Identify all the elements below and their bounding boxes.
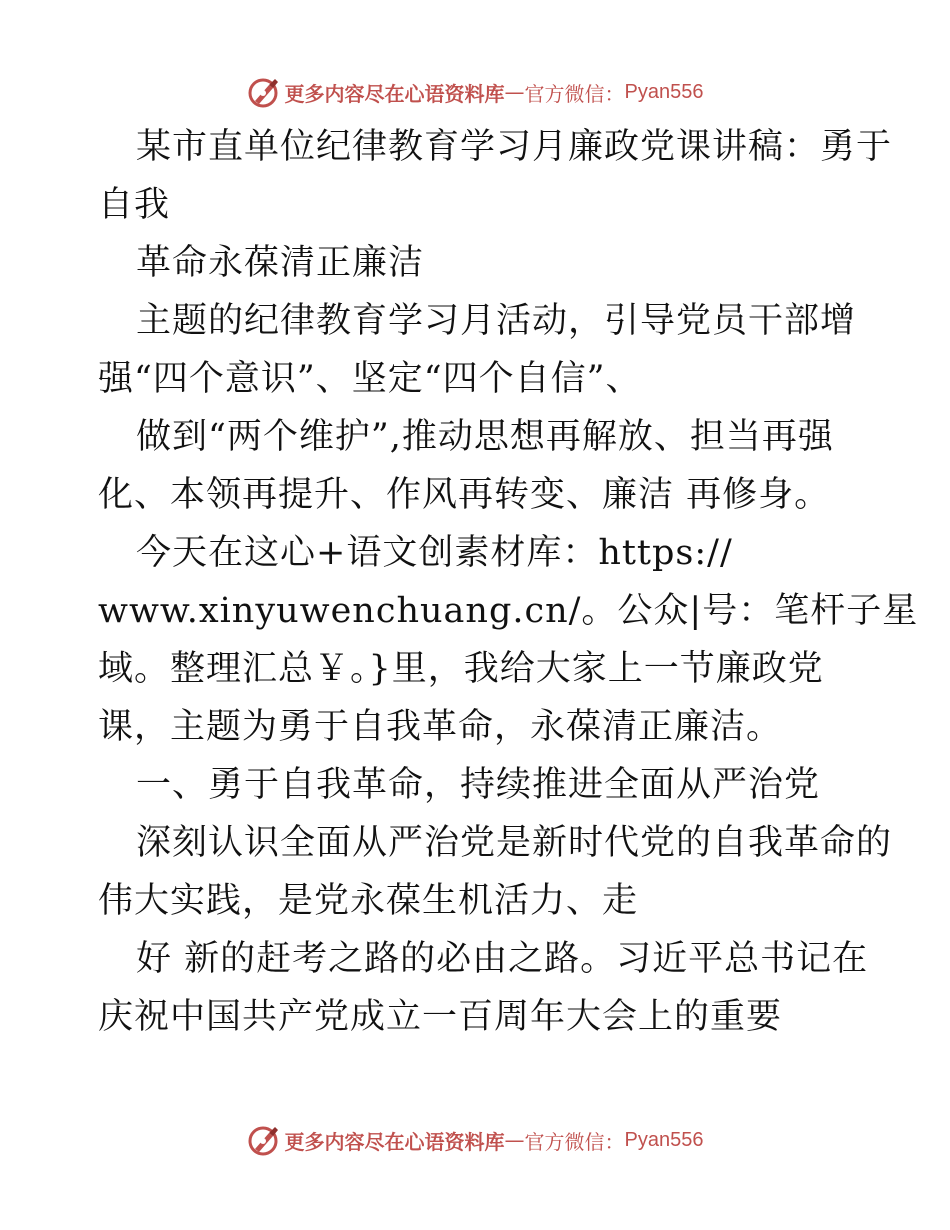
watermark-separator: — (504, 80, 525, 104)
watermark-wechat-label: 官方微信： (524, 1129, 625, 1154)
paragraph-line: 今天在这心+语文创素材库：https:// (136, 533, 733, 573)
paragraph-line: 强“四个意识”、坚定“四个自信”、 (98, 359, 642, 399)
paragraph-line: 课，主题为勇于自我革命，永葆清正廉洁。 (98, 707, 783, 747)
watermark-separator: — (504, 1128, 525, 1152)
paragraph-line: 域。整理汇总￥。}里，我给大家上一节廉政党 (98, 649, 824, 689)
pen-logo-icon (247, 75, 281, 109)
pen-logo-icon (247, 1123, 281, 1157)
document-title-line-1: 某市直单位纪律教育学习月廉政党课讲稿：勇于 (136, 127, 893, 167)
paragraph-line: www.xinyuwenchuang.cn/。公众|号：笔杆子星 (98, 591, 919, 631)
document-subtitle: 革命永葆清正廉洁 (136, 243, 425, 283)
paragraph-line: 伟大实践，是党永葆生机活力、走 (98, 881, 639, 921)
paragraph-line: 庆祝中国共产党成立一百周年大会上的重要 (98, 997, 783, 1037)
paragraph-line: 深刻认识全面从严治党是新时代党的自我革命的 (136, 823, 893, 863)
watermark-text: 更多内容尽在心语资料库 (284, 1129, 505, 1154)
watermark-wechat-id: Pyan556 (624, 1128, 704, 1151)
section-heading: 一、勇于自我革命，持续推进全面从严治党 (136, 765, 821, 805)
paragraph-line: 好 新的赶考之路的必由之路。习近平总书记在 (136, 939, 869, 979)
watermark-wechat-id: Pyan556 (624, 80, 704, 103)
document-title-line-2: 自我 (98, 185, 171, 225)
paragraph-line: 做到“两个维护”,推动思想再解放、担当再强 (136, 417, 834, 457)
paragraph-line: 主题的纪律教育学习月活动，引导党员干部增 (136, 301, 857, 341)
paragraph-line: 化、本领再提升、作风再转变、廉洁 再修身。 (98, 475, 831, 515)
watermark-text: 更多内容尽在心语资料库 (284, 81, 505, 106)
footer-watermark (0, 1120, 950, 1160)
watermark-wechat-label: 官方微信： (524, 81, 625, 106)
header-watermark (0, 72, 950, 112)
